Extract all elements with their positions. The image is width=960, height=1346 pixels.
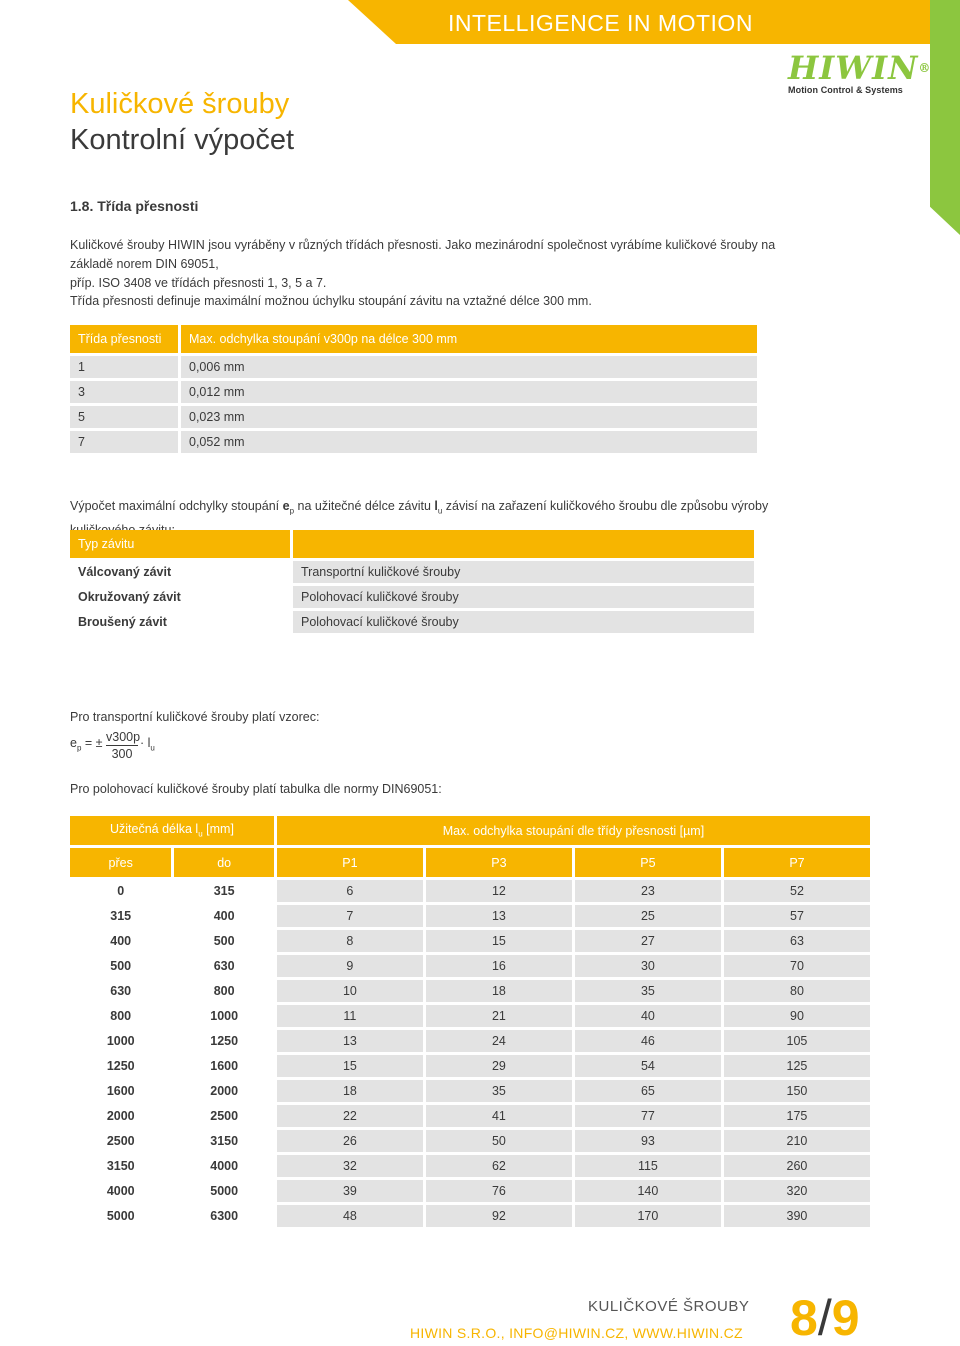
deviation-value-cell: 16 [426,955,572,977]
deviation-value-cell: 63 [724,930,870,952]
calc-text-part3: závisí na zařazení kuličkového šroubu dle způsobu výroby [445,499,769,513]
length-to-cell: 2500 [174,1105,273,1127]
table-row [70,1005,870,1027]
col-header-thread-type: Typ závitu [70,530,290,558]
deviation-value-cell: 320 [724,1180,870,1202]
deviation-value-cell: 30 [575,955,721,977]
thread-type-cell: Okružovaný závit [70,586,290,608]
green-corner-accent [930,0,960,235]
length-from-cell: 1600 [70,1080,171,1102]
deviation-value-cell: 260 [724,1155,870,1177]
deviation-value-cell: 9 [277,955,423,977]
deviation-value-cell: 210 [724,1130,870,1152]
deviation-value-cell: 40 [575,1005,721,1027]
table-row [70,980,870,1002]
length-to-cell: 400 [174,905,273,927]
deviation-value-cell: 21 [426,1005,572,1027]
deviation-value-cell: 23 [575,880,721,902]
subheader-p3: P3 [426,848,572,877]
length-from-cell: 2500 [70,1130,171,1152]
logo-wordmark: HIWIN [788,49,919,87]
deviation-value-cell: 13 [426,905,572,927]
tagline: INTELLIGENCE IN MOTION [448,10,753,36]
deviation-value-cell: 170 [575,1205,721,1227]
subheader-p5: P5 [575,848,721,877]
subheader-to: do [174,848,273,877]
thread-type-cell: Válcovaný závit [70,561,290,583]
length-from-cell: 1250 [70,1055,171,1077]
col-header-empty [293,530,754,558]
table-row [70,955,870,977]
deviation-value-cell: 125 [724,1055,870,1077]
table-row [70,1155,870,1177]
deviation-value-cell: 54 [575,1055,721,1077]
class-cell: 7 [70,431,178,453]
table-row [70,1055,870,1077]
table-intro: Pro polohovací kuličkové šrouby platí tabulka dle normy DIN69051: [70,782,442,796]
header-useful-length-unit: [mm] [202,822,234,837]
deviation-value-cell: 27 [575,930,721,952]
length-from-cell: 4000 [70,1180,171,1202]
table-row [70,1205,870,1227]
deviation-value-cell: 15 [277,1055,423,1077]
formula-lu: · l [140,736,151,750]
deviation-value-cell: 7 [277,905,423,927]
deviation-value-cell: 13 [277,1030,423,1052]
formula-numerator: v300p [106,730,141,744]
header-useful-length [70,816,274,845]
table-row [70,1080,870,1102]
deviation-table [67,813,873,1230]
deviation-value-cell: 390 [724,1205,870,1227]
deviation-value-cell: 70 [724,955,870,977]
formula-ep-sub: p [76,743,82,753]
length-from-cell: 630 [70,980,171,1002]
length-to-cell: 3150 [174,1130,273,1152]
page-current: 8 [790,1290,818,1346]
length-from-cell: 2000 [70,1105,171,1127]
deviation-value-cell: 22 [277,1105,423,1127]
deviation-value-cell: 15 [426,930,572,952]
deviation-value-cell: 32 [277,1155,423,1177]
deviation-value-cell: 18 [277,1080,423,1102]
screw-category-cell: Polohovací kuličkové šrouby [293,611,754,633]
intro-paragraph [70,236,810,293]
logo-subtitle: Motion Control & Systems [788,85,903,95]
hiwin-logo [788,49,932,95]
deviation-value-cell: 26 [277,1130,423,1152]
col-header-max-deviation: Max. odchylka stoupání v300p na délce 300 mm [181,325,757,353]
table-row [70,1130,870,1152]
class-cell: 1 [70,356,178,378]
length-to-cell: 800 [174,980,273,1002]
calc-text-part2: na užitečné délce závitu [294,499,435,513]
page-total: 9 [831,1290,860,1346]
symbol-ep-sub: p [289,506,295,516]
subheader-from: přes [70,848,171,877]
deviation-cell: 0,012 mm [181,381,757,403]
formula-lu-sub: u [150,743,155,753]
deviation-value-cell: 24 [426,1030,572,1052]
length-from-cell: 1000 [70,1030,171,1052]
deviation-value-cell: 57 [724,905,870,927]
thread-type-cell: Broušený závit [70,611,290,633]
deviation-value-cell: 48 [277,1205,423,1227]
deviation-value-cell: 175 [724,1105,870,1127]
screw-category-cell: Transportní kuličkové šrouby [293,561,754,583]
length-from-cell: 500 [70,955,171,977]
deviation-cell: 0,023 mm [181,406,757,428]
deviation-value-cell: 90 [724,1005,870,1027]
footer-label: KULIČKOVÉ ŠROUBY [588,1298,750,1315]
deviation-value-cell: 35 [426,1080,572,1102]
formula-fraction [106,730,141,761]
accuracy-class-table [67,322,760,456]
page-subtitle: Kontrolní výpočet [70,124,295,156]
length-to-cell: 315 [174,880,273,902]
definition-paragraph: Třída přesnosti definuje maximální možnou úchylku stoupání závitu na vztažné délce 300 mm. [70,294,592,308]
symbol-lu: l [434,499,438,513]
deviation-value-cell: 93 [575,1130,721,1152]
class-cell: 5 [70,406,178,428]
deviation-value-cell: 65 [575,1080,721,1102]
table-row [70,905,870,927]
length-from-cell: 400 [70,930,171,952]
deviation-value-cell: 76 [426,1180,572,1202]
subheader-p1: P1 [277,848,423,877]
formula-lhs [70,736,103,753]
intro-line-1: Kuličkové šrouby HIWIN jsou vyráběny v různých třídách přesnosti. Jako mezinárodní společnost vyrábíme kuličkové šrouby na základě norem DIN 69051, [70,238,776,271]
subheader-p7: P7 [724,848,870,877]
length-to-cell: 1600 [174,1055,273,1077]
table-row [70,1105,870,1127]
length-from-cell: 800 [70,1005,171,1027]
deviation-value-cell: 80 [724,980,870,1002]
formula-ep: e [70,736,77,750]
length-to-cell: 630 [174,955,273,977]
deviation-value-cell: 41 [426,1105,572,1127]
formula-rhs [140,736,155,753]
length-from-cell: 5000 [70,1205,171,1227]
page-separator: / [817,1290,832,1346]
deviation-value-cell: 115 [575,1155,721,1177]
length-to-cell: 1000 [174,1005,273,1027]
logo-registered-mark: ® [918,61,932,75]
header-useful-length-sub: u [198,829,203,839]
header-max-deviation: Max. odchylka stoupání dle třídy přesnosti [µm] [277,816,870,845]
deviation-value-cell: 92 [426,1205,572,1227]
length-to-cell: 2000 [174,1080,273,1102]
length-to-cell: 500 [174,930,273,952]
section-heading: 1.8. Třída přesnosti [70,198,199,214]
deviation-value-cell: 140 [575,1180,721,1202]
deviation-value-cell: 105 [724,1030,870,1052]
symbol-ep: e [282,499,290,513]
length-to-cell: 5000 [174,1180,273,1202]
formula-denominator: 300 [111,747,133,761]
deviation-value-cell: 46 [575,1030,721,1052]
deviation-value-cell: 150 [724,1080,870,1102]
length-from-cell: 0 [70,880,171,902]
deviation-table-body [70,880,870,1227]
table-row [70,880,870,902]
screw-category-cell: Polohovací kuličkové šrouby [293,586,754,608]
length-to-cell: 1250 [174,1030,273,1052]
header-useful-length-label: Užitečná délka l [109,822,199,837]
col-header-class: Třída přesnosti [70,325,178,353]
table-row [70,1030,870,1052]
calc-text-part1: Výpočet maximální odchylky stoupání [70,499,283,513]
deviation-cell: 0,006 mm [181,356,757,378]
length-to-cell: 4000 [174,1155,273,1177]
deviation-cell: 0,052 mm [181,431,757,453]
footer-contact: HIWIN S.R.O., INFO@HIWIN.CZ, WWW.HIWIN.CZ [410,1325,743,1341]
page-number [790,1290,860,1346]
deviation-value-cell: 62 [426,1155,572,1177]
deviation-value-cell: 6 [277,880,423,902]
deviation-value-cell: 25 [575,905,721,927]
intro-line-2: příp. ISO 3408 ve třídách přesnosti 1, 3, 5 a 7. [70,276,327,290]
deviation-value-cell: 12 [426,880,572,902]
deviation-value-cell: 39 [277,1180,423,1202]
deviation-value-cell: 29 [426,1055,572,1077]
length-to-cell: 6300 [174,1205,273,1227]
deviation-value-cell: 52 [724,880,870,902]
deviation-value-cell: 50 [426,1130,572,1152]
table-row [70,930,870,952]
page-title: Kuličkové šrouby [70,88,290,120]
formula-intro: Pro transportní kuličkové šrouby platí vzorec: [70,710,320,724]
thread-type-table [67,527,757,636]
formula-equals: = ± [81,736,103,750]
deviation-value-cell: 35 [575,980,721,1002]
deviation-value-cell: 77 [575,1105,721,1127]
deviation-value-cell: 8 [277,930,423,952]
length-from-cell: 315 [70,905,171,927]
class-cell: 3 [70,381,178,403]
symbol-lu-sub: u [437,506,443,516]
table-row [70,1180,870,1202]
length-from-cell: 3150 [70,1155,171,1177]
deviation-value-cell: 10 [277,980,423,1002]
deviation-value-cell: 11 [277,1005,423,1027]
transport-formula [70,730,155,761]
deviation-value-cell: 18 [426,980,572,1002]
